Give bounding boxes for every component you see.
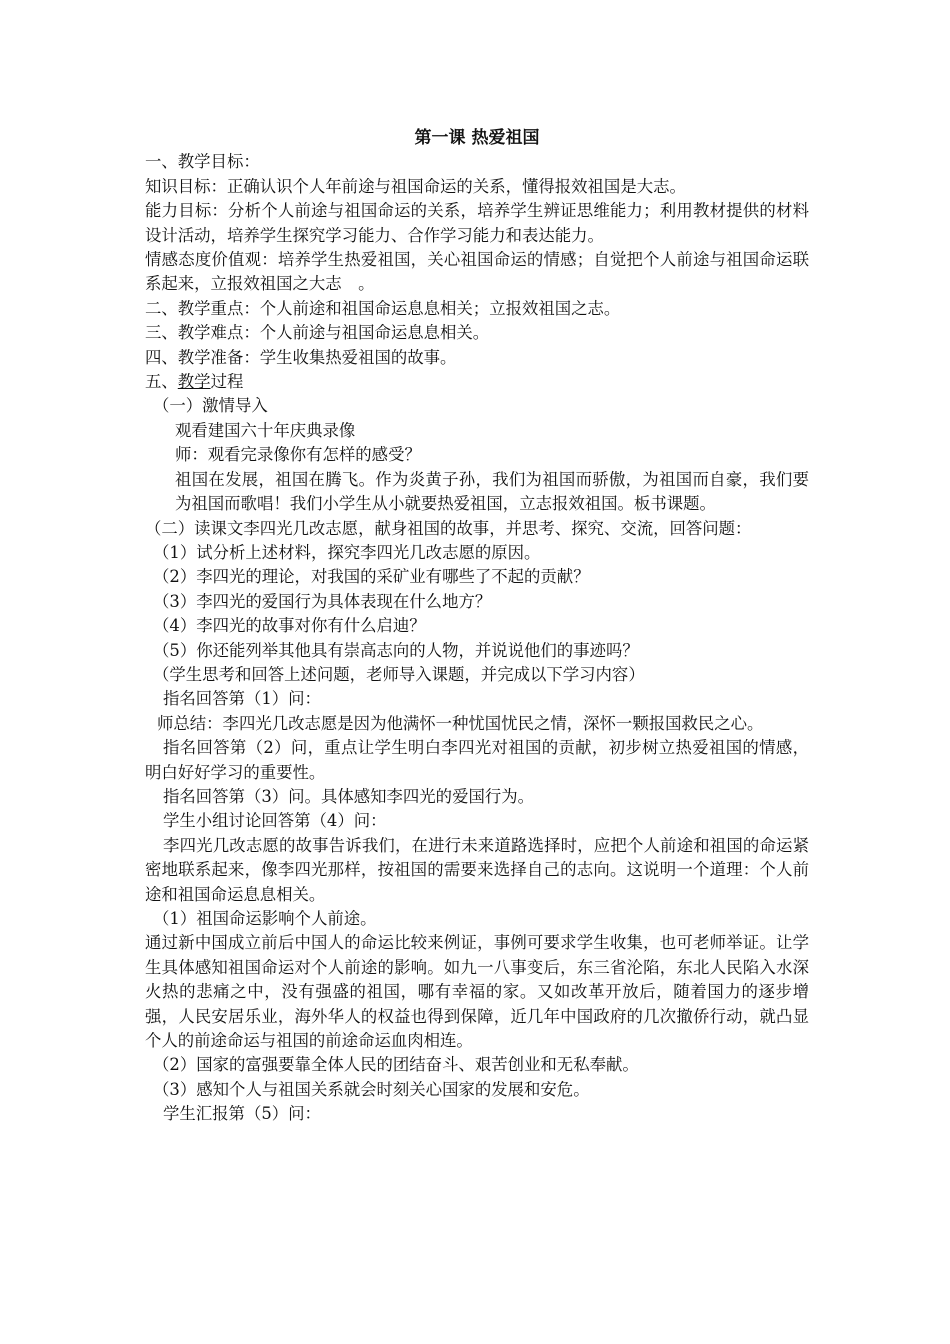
answer-3: 指名回答第（3）问。具体感知李四光的爱国行为。 — [163, 786, 535, 806]
answer-4-paragraph: 李四光几改志愿的故事告诉我们，在进行未来道路选择时，应把个人前途和祖国的命运紧密地联系起来，像李四光那样，按祖国的需要来选择自己的志向。这说明一个道理：个人前途和祖国命运息息相关。 — [145, 835, 809, 904]
intro-teacher-question: 师：观看完录像你有怎样的感受？ — [175, 445, 421, 465]
difficulty: 三、教学难点：个人前途与祖国命运息息相关。 — [145, 323, 490, 343]
process-underlined: 教学 — [177, 372, 211, 392]
question-5: （5）你还能列举其他具有崇高志向的人物，并说说他们的事迹吗？ — [153, 640, 639, 660]
answer-5-prompt: 学生汇报第（5）问： — [163, 1104, 321, 1124]
intro-watch: 观看建国六十年庆典录像 — [175, 420, 356, 440]
answer-4-prompt: 学生小组讨论回答第（4）问： — [163, 811, 387, 831]
point-2: （2）国家的富强要靠全体人民的团结奋斗、艰苦创业和无私奉献。 — [153, 1055, 639, 1075]
intro-paragraph: 祖国在发展，祖国在腾飞。作为炎黄子孙，我们为祖国而骄傲，为祖国而自豪，我们要为祖国而歌唱！我们小学生从小就要热爱祖国，立志报效祖国。板书课题。 — [175, 469, 809, 514]
page-title: 第一课 热爱祖国 — [414, 128, 540, 148]
document-page — [145, 126, 809, 1127]
key-point: 二、教学重点：个人前途和祖国命运息息相关；立报效祖国之志。 — [145, 298, 621, 318]
point-1: （1）祖国命运影响个人前途。 — [153, 909, 377, 928]
answer-2: 指名回答第（2）问，重点让学生明白李四光对祖国的贡献，初步树立热爱祖国的情感，明白好好学习的重要性。 — [145, 738, 809, 782]
point-1-paragraph: 通过新中国成立前后中国人的命运比较来例证，事例可要求学生收集，也可老师举证。让学生具体感知祖国命运对个人前途的影响。如九一八事变后，东三省沦陷，东北人民陷入水深火热的悲痛之中，没有强盛的祖国，哪有幸福的家。又如改革开放后，随着国力的逐步增强，人民安居乐业，海外华人的权益也得到保障，近几年中国政府的几次撤侨行动，就凸显个人的前途命运与祖国的前途命运血肉相连。 — [145, 933, 809, 1051]
question-4: （4）李四光的故事对你有什么启迪？ — [153, 616, 426, 636]
ability-goal: 能力目标：分析个人前途与祖国命运的关系，培养学生辨证思维能力；利用教材提供的材料设计活动，培养学生探究学习能力、合作学习能力和表达能力。 — [145, 201, 809, 245]
process-suffix: 过程 — [210, 372, 244, 392]
attitude-goal: 情感态度价值观：培养学生热爱祖国，关心祖国命运的情感；自觉把个人前途与祖国命运联系起来，立报效祖国之大志 。 — [145, 250, 809, 294]
point-3: （3）感知个人与祖国关系就会时刻关心国家的发展和安危。 — [153, 1079, 590, 1099]
question-2: （2）李四光的理论，对我国的采矿业有哪些了不起的贡献？ — [153, 567, 590, 587]
question-1: （1）试分析上述材料，探究李四光几改志愿的原因。 — [153, 542, 541, 562]
answer-1-summary: 师总结：李四光几改志愿是因为他满怀一种忧国忧民之情，深怀一颗报国救民之心。 — [157, 713, 764, 733]
intro-heading: （一）激情导入 — [153, 396, 268, 416]
process-heading — [145, 370, 809, 394]
reading-heading: （二）读课文李四光几改志愿，献身祖国的故事，并思考、探究、交流，回答问题： — [145, 518, 752, 538]
knowledge-goal: 知识目标：正确认识个人年前途与祖国命运的关系，懂得报效祖国是大志。 — [145, 176, 686, 196]
question-3: （3）李四光的爱国行为具体表现在什么地方？ — [153, 591, 492, 611]
process-prefix: 五、 — [145, 372, 178, 392]
preparation: 四、教学准备：学生收集热爱祖国的故事。 — [145, 347, 457, 367]
answer-1-prompt: 指名回答第（1）问： — [163, 689, 321, 709]
reading-note: （学生思考和回答上述问题，老师导入课题，并完成以下学习内容） — [153, 664, 645, 684]
goals-heading: 一、教学目标： — [145, 152, 260, 172]
